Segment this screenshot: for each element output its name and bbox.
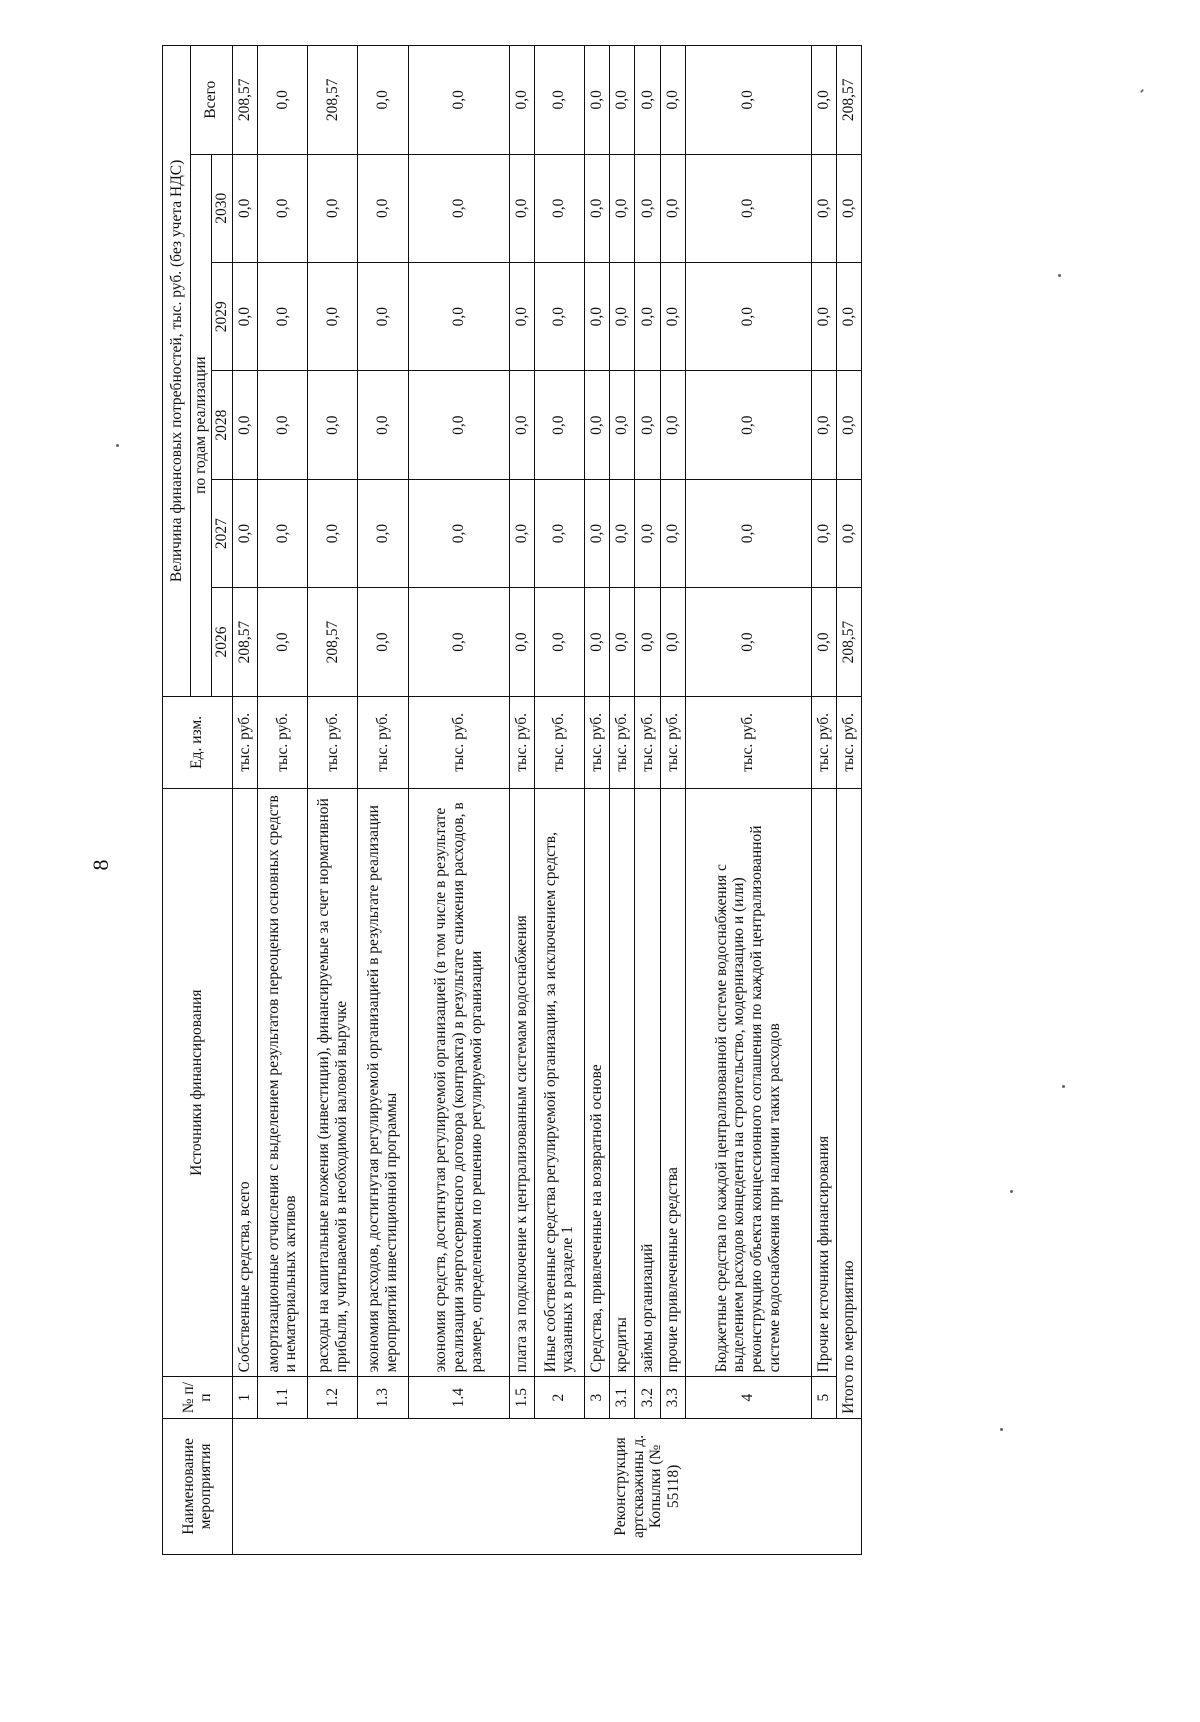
row-value: 208,57 bbox=[308, 588, 358, 696]
row-value: 0,0 bbox=[610, 588, 635, 696]
total-value: 0,0 bbox=[836, 371, 861, 479]
row-value: 0,0 bbox=[308, 262, 358, 370]
row-value: 0,0 bbox=[534, 262, 584, 370]
row-source: Средства, привлеченные на возвратной основе bbox=[585, 789, 610, 1377]
row-value: 0,0 bbox=[635, 46, 660, 155]
total-value: 0,0 bbox=[836, 154, 861, 262]
row-value: 0,0 bbox=[660, 46, 685, 155]
row-num: 1.3 bbox=[358, 1377, 408, 1419]
row-num: 1 bbox=[232, 1377, 257, 1419]
row-value: 0,0 bbox=[308, 154, 358, 262]
row-value: 0,0 bbox=[635, 154, 660, 262]
row-value: 0,0 bbox=[811, 479, 836, 587]
table-row bbox=[358, 46, 408, 1555]
row-num: 3.3 bbox=[660, 1377, 685, 1419]
row-value: 0,0 bbox=[685, 262, 811, 370]
row-unit: тыс. руб. bbox=[232, 696, 257, 788]
scan-speck bbox=[1000, 1428, 1003, 1431]
row-value: 208,57 bbox=[232, 588, 257, 696]
row-source: Бюджетные средства по каждой централизованной системе водоснабжения с выделением расходов концедента на строительство, модернизацию и (или) реконструкцию объекта концессионного соглашения по каждой централизованной системе водоснабжения при наличии таких расходов bbox=[685, 789, 811, 1377]
row-value: 0,0 bbox=[257, 262, 307, 370]
header-year: 2028 bbox=[211, 371, 232, 479]
row-unit: тыс. руб. bbox=[610, 696, 635, 788]
row-value: 0,0 bbox=[635, 479, 660, 587]
total-value: 208,57 bbox=[836, 588, 861, 696]
row-value: 0,0 bbox=[358, 154, 408, 262]
total-value: 0,0 bbox=[836, 479, 861, 587]
row-unit: тыс. руб. bbox=[811, 696, 836, 788]
row-value: 0,0 bbox=[534, 479, 584, 587]
row-value: 0,0 bbox=[585, 46, 610, 155]
row-value: 0,0 bbox=[660, 262, 685, 370]
row-value: 0,0 bbox=[811, 371, 836, 479]
row-source: займы организаций bbox=[635, 789, 660, 1377]
row-value: 0,0 bbox=[685, 479, 811, 587]
row-source: экономия средств, достигнутая регулируемой организацией (в том числе в результате реализации энергосервисного договора (контракта) в результате снижения расходов, в размере, определенном по решению регулируемой организации bbox=[408, 789, 509, 1377]
table-row bbox=[685, 46, 811, 1555]
table-row bbox=[232, 46, 257, 1555]
row-value: 0,0 bbox=[534, 371, 584, 479]
table-row bbox=[811, 46, 836, 1555]
row-value: 0,0 bbox=[232, 154, 257, 262]
row-value: 0,0 bbox=[257, 588, 307, 696]
header-year: 2026 bbox=[211, 588, 232, 696]
row-unit: тыс. руб. bbox=[635, 696, 660, 788]
financing-table bbox=[162, 45, 862, 1555]
table-row bbox=[660, 46, 685, 1555]
row-value: 0,0 bbox=[358, 371, 408, 479]
row-source: плата за подключение к централизованным системам водоснабжения bbox=[509, 789, 534, 1377]
total-row bbox=[836, 46, 861, 1555]
page-number: 8 bbox=[88, 859, 113, 871]
row-value: 0,0 bbox=[408, 371, 509, 479]
row-value: 0,0 bbox=[685, 154, 811, 262]
row-unit: тыс. руб. bbox=[509, 696, 534, 788]
scan-speck bbox=[1010, 1190, 1013, 1193]
row-unit: тыс. руб. bbox=[534, 696, 584, 788]
header-num: № п/п bbox=[163, 1377, 233, 1419]
row-value: 0,0 bbox=[685, 371, 811, 479]
row-num: 1.1 bbox=[257, 1377, 307, 1419]
header-event-name: Наименование мероприятия bbox=[163, 1418, 233, 1554]
row-value: 0,0 bbox=[509, 262, 534, 370]
row-value: 0,0 bbox=[585, 154, 610, 262]
row-num: 5 bbox=[811, 1377, 836, 1419]
row-source: амортизационные отчисления с выделением результатов переоценки основных средств и нематериальных активов bbox=[257, 789, 307, 1377]
row-num: 3.2 bbox=[635, 1377, 660, 1419]
event-name-cell: Реконструкция артскважины д. Копылки (№ 55118) bbox=[232, 1418, 861, 1554]
row-value: 0,0 bbox=[257, 479, 307, 587]
header-magnitude: Величина финансовых потребностей, тыс. руб. (без учета НДС) bbox=[163, 46, 191, 697]
table-row bbox=[534, 46, 584, 1555]
row-value: 0,0 bbox=[509, 154, 534, 262]
row-value: 0,0 bbox=[635, 588, 660, 696]
row-unit: тыс. руб. bbox=[358, 696, 408, 788]
row-source: Собственные средства, всего bbox=[232, 789, 257, 1377]
row-source: Прочие источники финансирования bbox=[811, 789, 836, 1377]
row-value: 0,0 bbox=[509, 371, 534, 479]
row-value: 0,0 bbox=[534, 154, 584, 262]
row-unit: тыс. руб. bbox=[257, 696, 307, 788]
financing-sheet bbox=[162, 45, 862, 1555]
header-year: 2027 bbox=[211, 479, 232, 587]
total-label: Итого по мероприятию bbox=[836, 789, 861, 1419]
row-value: 0,0 bbox=[308, 479, 358, 587]
row-value: 0,0 bbox=[585, 479, 610, 587]
row-num: 1.5 bbox=[509, 1377, 534, 1419]
row-value: 0,0 bbox=[358, 262, 408, 370]
table-row bbox=[610, 46, 635, 1555]
scan-speck bbox=[1062, 1085, 1065, 1088]
row-value: 0,0 bbox=[610, 262, 635, 370]
table-row bbox=[635, 46, 660, 1555]
row-source: экономия расходов, достигнутая регулируемой организацией в результате реализации мероприятий инвестиционной программы bbox=[358, 789, 408, 1377]
row-value: 0,0 bbox=[660, 371, 685, 479]
row-value: 0,0 bbox=[660, 154, 685, 262]
row-value: 0,0 bbox=[610, 371, 635, 479]
row-value: 0,0 bbox=[509, 588, 534, 696]
row-value: 0,0 bbox=[509, 479, 534, 587]
row-num: 3.1 bbox=[610, 1377, 635, 1419]
total-value: 0,0 bbox=[836, 262, 861, 370]
row-value: 0,0 bbox=[408, 154, 509, 262]
row-value: 0,0 bbox=[610, 46, 635, 155]
row-value: 0,0 bbox=[685, 588, 811, 696]
row-value: 0,0 bbox=[585, 371, 610, 479]
header-year: 2030 bbox=[211, 154, 232, 262]
row-value: 0,0 bbox=[660, 588, 685, 696]
row-num: 1.2 bbox=[308, 1377, 358, 1419]
row-value: 0,0 bbox=[635, 371, 660, 479]
header-unit: Ед. изм. bbox=[163, 696, 233, 788]
row-value: 0,0 bbox=[534, 46, 584, 155]
row-value: 0,0 bbox=[660, 479, 685, 587]
row-value: 0,0 bbox=[585, 588, 610, 696]
row-value: 0,0 bbox=[685, 46, 811, 155]
table-body bbox=[232, 46, 861, 1555]
scan-speck bbox=[1058, 274, 1061, 277]
row-value: 0,0 bbox=[509, 46, 534, 155]
header-source: Источники финансирования bbox=[163, 789, 233, 1377]
row-value: 0,0 bbox=[232, 371, 257, 479]
table-row bbox=[257, 46, 307, 1555]
row-source: Иные собственные средства регулируемой организации, за исключением средств, указанных в разделе 1 bbox=[534, 789, 584, 1377]
scan-speck bbox=[116, 444, 119, 447]
row-value: 0,0 bbox=[257, 46, 307, 155]
row-unit: тыс. руб. bbox=[660, 696, 685, 788]
row-value: 0,0 bbox=[635, 262, 660, 370]
row-unit: тыс. руб. bbox=[408, 696, 509, 788]
row-value: 0,0 bbox=[610, 154, 635, 262]
row-value: 0,0 bbox=[408, 262, 509, 370]
row-value: 0,0 bbox=[585, 262, 610, 370]
table-row bbox=[585, 46, 610, 1555]
row-value: 0,0 bbox=[534, 588, 584, 696]
row-value: 0,0 bbox=[232, 262, 257, 370]
row-source: кредиты bbox=[610, 789, 635, 1377]
row-value: 0,0 bbox=[257, 371, 307, 479]
table-row bbox=[408, 46, 509, 1555]
row-value: 0,0 bbox=[811, 46, 836, 155]
row-num: 3 bbox=[585, 1377, 610, 1419]
row-value: 0,0 bbox=[610, 479, 635, 587]
header-by-years: по годам реализации bbox=[191, 154, 212, 696]
total-value: 208,57 bbox=[836, 46, 861, 155]
row-source: расходы на капитальные вложения (инвестиции), финансируемые за счет нормативной прибыли, учитываемой в необходимой валовой выручке bbox=[308, 789, 358, 1377]
row-value: 0,0 bbox=[358, 479, 408, 587]
header-total: Всего bbox=[191, 46, 233, 155]
row-value: 0,0 bbox=[257, 154, 307, 262]
row-value: 208,57 bbox=[232, 46, 257, 155]
row-value: 208,57 bbox=[308, 46, 358, 155]
row-value: 0,0 bbox=[811, 154, 836, 262]
table-row bbox=[308, 46, 358, 1555]
row-value: 0,0 bbox=[308, 371, 358, 479]
row-num: 2 bbox=[534, 1377, 584, 1419]
row-value: 0,0 bbox=[358, 46, 408, 155]
row-value: 0,0 bbox=[408, 588, 509, 696]
row-value: 0,0 bbox=[811, 588, 836, 696]
row-value: 0,0 bbox=[408, 479, 509, 587]
row-unit: тыс. руб. bbox=[585, 696, 610, 788]
row-value: 0,0 bbox=[811, 262, 836, 370]
row-num: 4 bbox=[685, 1377, 811, 1419]
table-row bbox=[509, 46, 534, 1555]
row-value: 0,0 bbox=[232, 479, 257, 587]
total-unit: тыс. руб. bbox=[836, 696, 861, 788]
row-source: прочие привлеченные средства bbox=[660, 789, 685, 1377]
row-unit: тыс. руб. bbox=[308, 696, 358, 788]
row-unit: тыс. руб. bbox=[685, 696, 811, 788]
row-value: 0,0 bbox=[358, 588, 408, 696]
row-num: 1.4 bbox=[408, 1377, 509, 1419]
header-year: 2029 bbox=[211, 262, 232, 370]
scan-speck bbox=[1140, 89, 1144, 93]
row-value: 0,0 bbox=[408, 46, 509, 155]
